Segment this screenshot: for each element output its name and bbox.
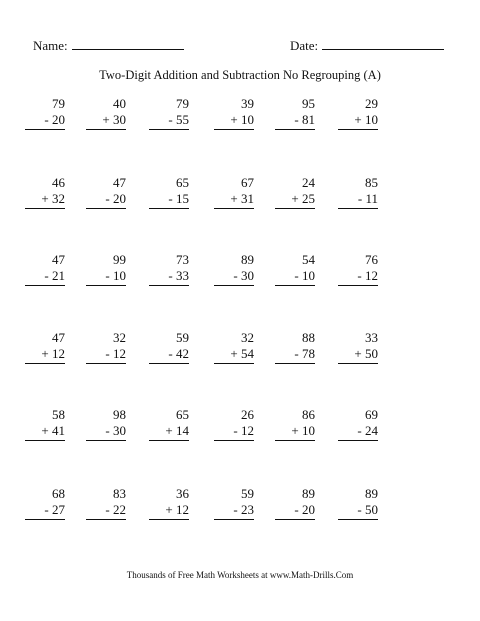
- problem: [338, 96, 378, 130]
- problem-operation: - 10: [275, 268, 315, 286]
- problem-operation: - 12: [86, 346, 126, 364]
- problem-operation: + 30: [86, 112, 126, 130]
- problem-top-number: 59: [176, 330, 189, 345]
- problem-top-number: 76: [365, 252, 378, 267]
- worksheet-footer: Thousands of Free Math Worksheets at www.Math-Drills.Com: [126, 570, 354, 580]
- problem: [149, 486, 189, 520]
- problem-operation: + 31: [214, 191, 254, 209]
- problem-operation: - 30: [214, 268, 254, 286]
- problem-operation: - 15: [149, 191, 189, 209]
- problem-top-number: 47: [113, 175, 126, 190]
- problem-operation: - 20: [25, 112, 65, 130]
- problem: [149, 96, 189, 130]
- problem-operation: - 55: [149, 112, 189, 130]
- problem-top-number: 88: [302, 330, 315, 345]
- problem-top-number: 54: [302, 252, 315, 267]
- problem-top-number: 58: [52, 407, 65, 422]
- problem-top-number: 39: [241, 96, 254, 111]
- problem-operation: + 54: [214, 346, 254, 364]
- problem-operation: - 81: [275, 112, 315, 130]
- problem: [25, 175, 65, 209]
- problem: [338, 486, 378, 520]
- problem-top-number: 29: [365, 96, 378, 111]
- problem: [338, 407, 378, 441]
- problem-operation: - 78: [275, 346, 315, 364]
- problem: [149, 252, 189, 286]
- problem: [275, 96, 315, 130]
- problem-top-number: 95: [302, 96, 315, 111]
- problem-top-number: 59: [241, 486, 254, 501]
- problem-top-number: 99: [113, 252, 126, 267]
- problem-top-number: 79: [52, 96, 65, 111]
- problem: [25, 252, 65, 286]
- problem-top-number: 65: [176, 175, 189, 190]
- problem: [275, 330, 315, 364]
- problem-top-number: 33: [365, 330, 378, 345]
- problem: [25, 407, 65, 441]
- problem: [149, 175, 189, 209]
- problem: [275, 175, 315, 209]
- problem: [338, 330, 378, 364]
- problem-top-number: 36: [176, 486, 189, 501]
- problem: [149, 407, 189, 441]
- problem-top-number: 83: [113, 486, 126, 501]
- problem: [214, 175, 254, 209]
- problem: [214, 407, 254, 441]
- name-label: Name:: [33, 38, 68, 53]
- problem-top-number: 89: [241, 252, 254, 267]
- problem-operation: - 21: [25, 268, 65, 286]
- problem: [149, 330, 189, 364]
- problem-top-number: 73: [176, 252, 189, 267]
- problem: [25, 486, 65, 520]
- problem: [214, 330, 254, 364]
- problem-top-number: 89: [302, 486, 315, 501]
- problem: [86, 252, 126, 286]
- problem-operation: + 32: [25, 191, 65, 209]
- problem-top-number: 32: [113, 330, 126, 345]
- problem-top-number: 85: [365, 175, 378, 190]
- problem: [338, 175, 378, 209]
- date-label: Date:: [290, 38, 319, 53]
- problem-top-number: 32: [241, 330, 254, 345]
- problem-operation: - 42: [149, 346, 189, 364]
- problem-operation: - 11: [338, 191, 378, 209]
- problem-operation: - 23: [214, 502, 254, 520]
- problem-top-number: 65: [176, 407, 189, 422]
- problem: [86, 175, 126, 209]
- problem-operation: + 12: [25, 346, 65, 364]
- problem: [275, 407, 315, 441]
- problem-operation: - 22: [86, 502, 126, 520]
- problem: [214, 252, 254, 286]
- problem: [214, 486, 254, 520]
- problem-top-number: 40: [113, 96, 126, 111]
- problem: [275, 252, 315, 286]
- problem-operation: - 20: [86, 191, 126, 209]
- problem-top-number: 69: [365, 407, 378, 422]
- problem-operation: + 50: [338, 346, 378, 364]
- problem-operation: - 50: [338, 502, 378, 520]
- problem-top-number: 24: [302, 175, 315, 190]
- problem: [86, 330, 126, 364]
- worksheet-title: Two-Digit Addition and Subtraction No Regrouping (A): [99, 68, 381, 82]
- problem-top-number: 26: [241, 407, 254, 422]
- problem-operation: + 10: [275, 423, 315, 441]
- problem-operation: + 12: [149, 502, 189, 520]
- problem-top-number: 86: [302, 407, 315, 422]
- problem-top-number: 47: [52, 330, 65, 345]
- problem: [86, 407, 126, 441]
- problem-operation: - 12: [338, 268, 378, 286]
- problem: [275, 486, 315, 520]
- problem-top-number: 67: [241, 175, 254, 190]
- problem: [25, 96, 65, 130]
- problem: [25, 330, 65, 364]
- problem-operation: - 24: [338, 423, 378, 441]
- problem-operation: + 41: [25, 423, 65, 441]
- problem-operation: + 10: [214, 112, 254, 130]
- problem: [86, 486, 126, 520]
- problem-operation: - 30: [86, 423, 126, 441]
- problem-top-number: 68: [52, 486, 65, 501]
- problem: [338, 252, 378, 286]
- problem-operation: + 10: [338, 112, 378, 130]
- problem-top-number: 79: [176, 96, 189, 111]
- problem-operation: - 27: [25, 502, 65, 520]
- problem: [214, 96, 254, 130]
- problem-top-number: 98: [113, 407, 126, 422]
- problem-top-number: 46: [52, 175, 65, 190]
- problem-operation: - 33: [149, 268, 189, 286]
- problem-top-number: 47: [52, 252, 65, 267]
- problem: [86, 96, 126, 130]
- problem-operation: - 20: [275, 502, 315, 520]
- problem-operation: - 12: [214, 423, 254, 441]
- problem-operation: + 25: [275, 191, 315, 209]
- problem-top-number: 89: [365, 486, 378, 501]
- problem-operation: - 10: [86, 268, 126, 286]
- problem-operation: + 14: [149, 423, 189, 441]
